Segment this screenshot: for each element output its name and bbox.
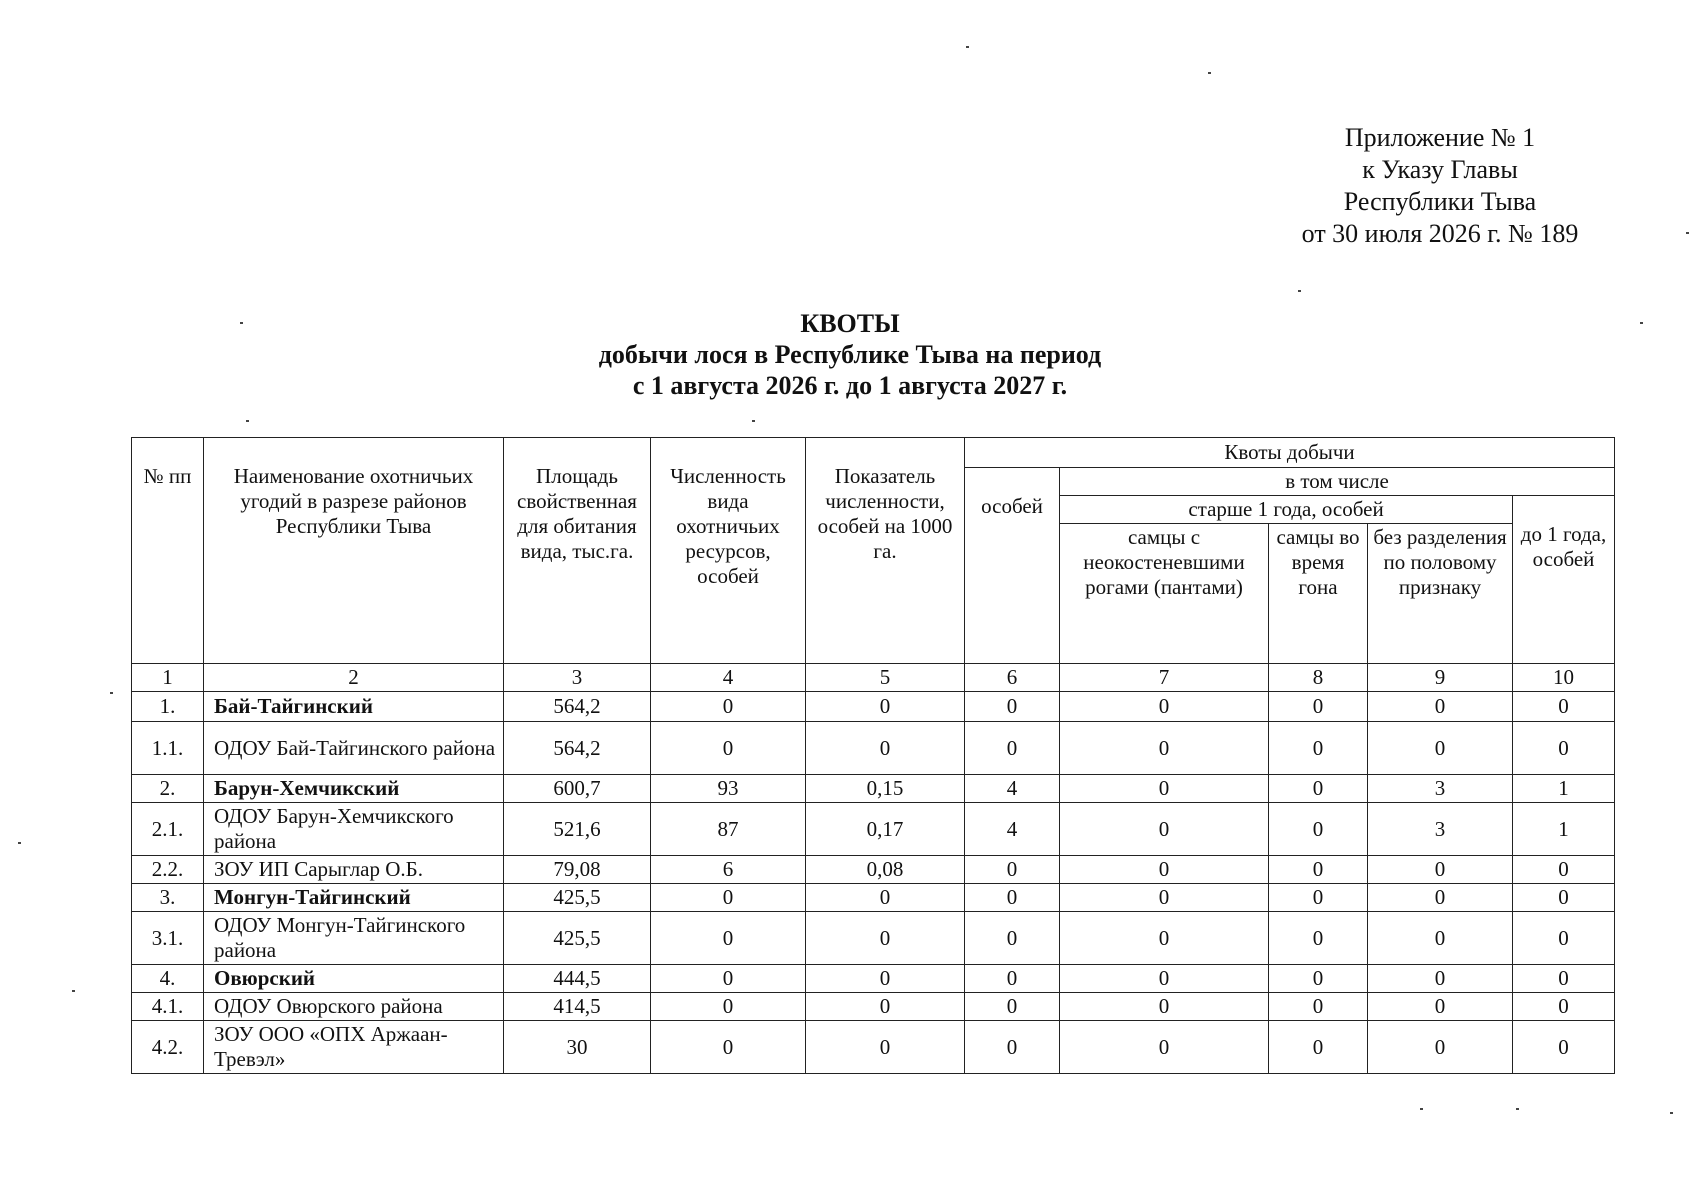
row-total: 0 <box>965 856 1060 884</box>
row-area: 414,5 <box>504 993 651 1021</box>
row-young: 0 <box>1513 1021 1615 1074</box>
row-density: 0 <box>806 912 965 965</box>
row-young: 1 <box>1513 775 1615 803</box>
row-num: 3.1. <box>132 912 204 965</box>
row-rut: 0 <box>1269 1021 1368 1074</box>
appendix-note <box>1250 122 1630 250</box>
scan-speck <box>1208 72 1211 74</box>
row-young: 0 <box>1513 912 1615 965</box>
row-density: 0 <box>806 993 965 1021</box>
row-rut: 0 <box>1269 884 1368 912</box>
row-num: 4. <box>132 965 204 993</box>
row-area: 30 <box>504 1021 651 1074</box>
table-row <box>132 993 1615 1021</box>
row-total: 0 <box>965 993 1060 1021</box>
row-area: 425,5 <box>504 884 651 912</box>
row-rut: 0 <box>1269 803 1368 856</box>
row-area: 521,6 <box>504 803 651 856</box>
row-name: Монгун-Тайгинский <box>204 884 504 912</box>
row-young: 0 <box>1513 884 1615 912</box>
row-young: 0 <box>1513 856 1615 884</box>
title-line: добычи лося в Республике Тыва на период <box>598 340 1102 369</box>
row-total: 4 <box>965 775 1060 803</box>
header-num: № пп <box>132 438 204 664</box>
row-rut: 0 <box>1269 692 1368 722</box>
table-row <box>132 775 1615 803</box>
column-number: 7 <box>1060 664 1269 692</box>
row-young: 0 <box>1513 993 1615 1021</box>
row-area: 444,5 <box>504 965 651 993</box>
row-num: 2.2. <box>132 856 204 884</box>
appendix-line: Приложение № 1 <box>1344 123 1536 152</box>
quota-table <box>131 437 1615 1074</box>
row-antlers: 0 <box>1060 884 1269 912</box>
row-density: 0 <box>806 884 965 912</box>
row-antlers: 0 <box>1060 803 1269 856</box>
column-number: 2 <box>204 664 504 692</box>
table-row <box>132 884 1615 912</box>
scan-speck <box>1298 290 1301 292</box>
scan-speck <box>1420 1108 1423 1110</box>
row-nosex: 3 <box>1368 803 1513 856</box>
row-young: 0 <box>1513 965 1615 993</box>
column-number: 1 <box>132 664 204 692</box>
row-name: ОДОУ Монгун-Тайгинского района <box>204 912 504 965</box>
table-row <box>132 912 1615 965</box>
row-name: ОДОУ Овюрского района <box>204 993 504 1021</box>
row-total: 0 <box>965 965 1060 993</box>
scan-speck <box>240 322 243 324</box>
row-antlers: 0 <box>1060 993 1269 1021</box>
row-nosex: 0 <box>1368 722 1513 775</box>
row-total: 0 <box>965 912 1060 965</box>
appendix-line: к Указу Главы <box>1362 155 1518 184</box>
row-total: 0 <box>965 884 1060 912</box>
row-nosex: 0 <box>1368 912 1513 965</box>
scan-speck <box>752 420 755 422</box>
table-row <box>132 965 1615 993</box>
row-antlers: 0 <box>1060 775 1269 803</box>
scan-speck <box>966 46 969 48</box>
row-density: 0 <box>806 722 965 775</box>
row-name: Бай-Тайгинский <box>204 692 504 722</box>
column-number-row <box>132 664 1615 692</box>
header-nosex: без разделения по половому признаку <box>1368 524 1513 664</box>
header-name: Наименование охотничьих угодий в разрезе районов Республики Тыва <box>204 438 504 664</box>
row-name: ЗОУ ИП Сарыглар О.Б. <box>204 856 504 884</box>
row-nosex: 0 <box>1368 692 1513 722</box>
row-density: 0,17 <box>806 803 965 856</box>
scan-speck <box>1516 1108 1519 1110</box>
row-rut: 0 <box>1269 912 1368 965</box>
row-density: 0 <box>806 1021 965 1074</box>
scan-speck <box>18 842 21 844</box>
row-area: 564,2 <box>504 722 651 775</box>
row-num: 1. <box>132 692 204 722</box>
row-antlers: 0 <box>1060 692 1269 722</box>
column-number: 6 <box>965 664 1060 692</box>
header-older: старше 1 года, особей <box>1060 496 1513 524</box>
row-nosex: 0 <box>1368 1021 1513 1074</box>
row-area: 425,5 <box>504 912 651 965</box>
title-line: КВОТЫ <box>800 309 900 338</box>
header-density: Показатель численности, особей на 1000 га. <box>806 438 965 664</box>
row-population: 0 <box>651 993 806 1021</box>
row-name: Овюрский <box>204 965 504 993</box>
row-nosex: 0 <box>1368 965 1513 993</box>
row-rut: 0 <box>1269 856 1368 884</box>
row-antlers: 0 <box>1060 722 1269 775</box>
row-population: 0 <box>651 912 806 965</box>
row-num: 4.1. <box>132 993 204 1021</box>
scan-speck <box>1640 322 1643 324</box>
table-row <box>132 803 1615 856</box>
table-row <box>132 1021 1615 1074</box>
row-population: 0 <box>651 884 806 912</box>
row-young: 0 <box>1513 722 1615 775</box>
row-name: ОДОУ Бай-Тайгинского района <box>204 722 504 775</box>
table-row <box>132 856 1615 884</box>
header-quotas: Квоты добычи <box>965 438 1615 468</box>
row-density: 0 <box>806 965 965 993</box>
appendix-date-line: от 30 июля 2026 г. № 189 <box>1301 219 1579 248</box>
document-title <box>400 308 1300 401</box>
column-number: 10 <box>1513 664 1615 692</box>
row-antlers: 0 <box>1060 965 1269 993</box>
row-population: 0 <box>651 722 806 775</box>
header-rut: самцы во время гона <box>1269 524 1368 664</box>
header-row <box>132 438 1615 468</box>
table-row <box>132 692 1615 722</box>
column-number: 8 <box>1269 664 1368 692</box>
row-population: 0 <box>651 965 806 993</box>
row-density: 0,08 <box>806 856 965 884</box>
row-area: 79,08 <box>504 856 651 884</box>
row-young: 1 <box>1513 803 1615 856</box>
header-including: в том числе <box>1060 468 1615 496</box>
row-area: 600,7 <box>504 775 651 803</box>
table-row <box>132 722 1615 775</box>
row-antlers: 0 <box>1060 912 1269 965</box>
row-young: 0 <box>1513 692 1615 722</box>
row-rut: 0 <box>1269 965 1368 993</box>
header-total: особей <box>965 468 1060 664</box>
scan-speck <box>72 990 75 992</box>
column-number: 4 <box>651 664 806 692</box>
column-number: 5 <box>806 664 965 692</box>
row-total: 0 <box>965 692 1060 722</box>
row-antlers: 0 <box>1060 856 1269 884</box>
header-young: до 1 года, особей <box>1513 496 1615 664</box>
row-nosex: 3 <box>1368 775 1513 803</box>
row-population: 93 <box>651 775 806 803</box>
row-nosex: 0 <box>1368 856 1513 884</box>
row-name: ОДОУ Барун-Хемчикского района <box>204 803 504 856</box>
row-density: 0,15 <box>806 775 965 803</box>
row-antlers: 0 <box>1060 1021 1269 1074</box>
row-num: 2.1. <box>132 803 204 856</box>
scan-speck <box>1670 1112 1673 1114</box>
scan-speck <box>246 420 249 422</box>
row-population: 6 <box>651 856 806 884</box>
row-rut: 0 <box>1269 775 1368 803</box>
scan-speck <box>1686 232 1689 234</box>
row-density: 0 <box>806 692 965 722</box>
row-nosex: 0 <box>1368 884 1513 912</box>
row-name: ЗОУ ООО «ОПХ Аржаан-Тревэл» <box>204 1021 504 1074</box>
row-rut: 0 <box>1269 722 1368 775</box>
row-area: 564,2 <box>504 692 651 722</box>
row-total: 0 <box>965 1021 1060 1074</box>
row-total: 4 <box>965 803 1060 856</box>
header-antlers: самцы с неокостеневшими рогами (пантами) <box>1060 524 1269 664</box>
header-area: Площадь свойственная для обитания вида, тыс.га. <box>504 438 651 664</box>
row-rut: 0 <box>1269 993 1368 1021</box>
column-number: 3 <box>504 664 651 692</box>
row-population: 0 <box>651 692 806 722</box>
row-num: 4.2. <box>132 1021 204 1074</box>
row-num: 3. <box>132 884 204 912</box>
title-line: с 1 августа 2026 г. до 1 августа 2027 г. <box>632 371 1068 400</box>
row-population: 0 <box>651 1021 806 1074</box>
row-population: 87 <box>651 803 806 856</box>
row-name: Барун-Хемчикский <box>204 775 504 803</box>
header-population: Численность вида охотничьих ресурсов, особей <box>651 438 806 664</box>
scan-speck <box>110 692 113 694</box>
appendix-line: Республики Тыва <box>1343 187 1537 216</box>
row-num: 1.1. <box>132 722 204 775</box>
row-num: 2. <box>132 775 204 803</box>
row-total: 0 <box>965 722 1060 775</box>
column-number: 9 <box>1368 664 1513 692</box>
row-nosex: 0 <box>1368 993 1513 1021</box>
